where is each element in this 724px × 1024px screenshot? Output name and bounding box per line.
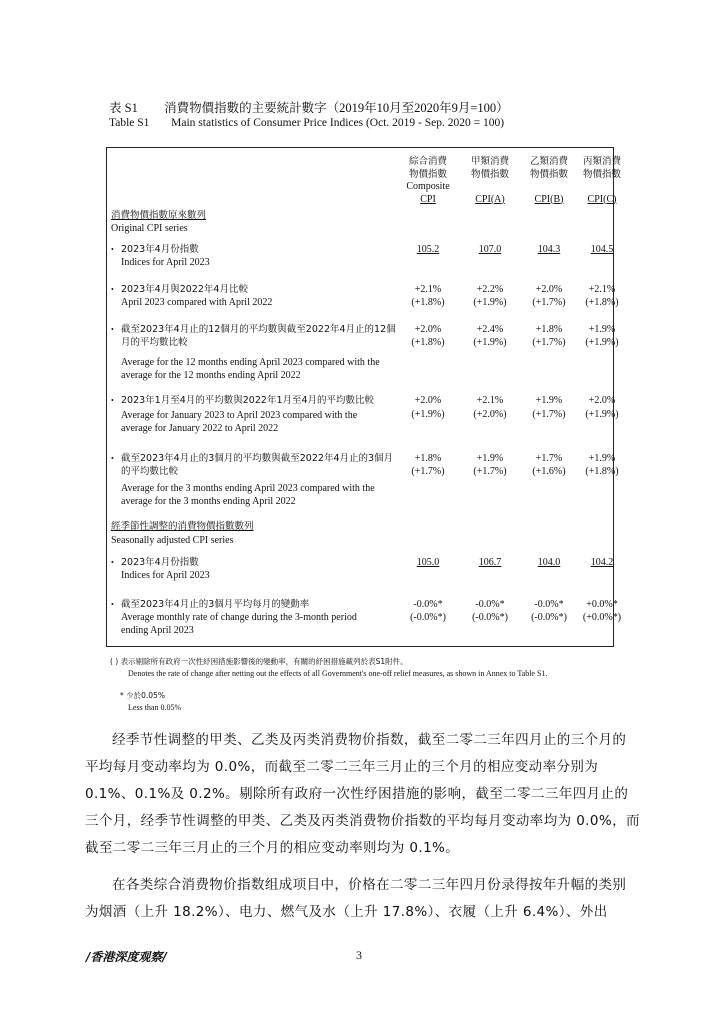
cell-value: +1.9% — [476, 453, 504, 464]
row-label-cn-cont: 月的平均數比較 — [121, 337, 188, 348]
paragraph: 在各类综合消费物价指数组成项目中，价格在二零二三年四月份录得按年升幅的类别为烟酒（上升 18.2%）、电力、燃气及水（上升 17.8%）、衣履（上升 6.4%）、外出 — [85, 877, 627, 920]
row-bullet: • — [111, 245, 114, 254]
cell-adjusted-value: (+1.7%) — [473, 466, 507, 477]
section-header-seasonal-cn: 經季節性調整的消費物價指數數列 — [111, 521, 254, 532]
column-header-composite: 綜合消費 物價指數 Composite CPI — [406, 156, 450, 205]
cell-value: +2.4% — [476, 324, 504, 335]
note-asterisk-en: Less than 0.05% — [128, 703, 182, 712]
row-label-en: April 2023 compared with April 2022 — [121, 297, 273, 308]
cell-value: +2.1% — [476, 395, 504, 406]
table-caption-cn — [109, 98, 509, 116]
table-title-en: Main statistics of Consumer Price Indices (Oct. 2019 - Sep. 2020 = 100) — [171, 117, 505, 129]
cell-adjusted-value: (+0.0%*) — [582, 612, 622, 623]
row-label-en-cont: average for the 12 months ending April 2022 — [121, 370, 301, 381]
row-label-en: Average for the 3 months ending April 2023 compared with the — [121, 483, 375, 494]
cell-value: +1.9% — [588, 324, 616, 335]
cell-value: +2.2% — [476, 284, 504, 295]
cell-value: +2.1% — [588, 284, 616, 295]
cell-adjusted-value: (+1.6%) — [532, 466, 566, 477]
row-label-en: Average for January 2023 to April 2023 compared with the — [121, 410, 358, 421]
cell-value: 106.7 — [478, 557, 502, 568]
cell-adjusted-value: (+1.7%) — [532, 337, 566, 348]
table-title-cn: 消費物價指數的主要統計數字（2019年10月至2020年9月=100） — [164, 101, 509, 115]
cell-adjusted-value: (+1.7%) — [411, 466, 445, 477]
note-parentheses-en: Denotes the rate of change after netting out the effects of all Government's one-off relief measures, as shown in Annex to Table S1. — [128, 669, 548, 678]
cell-adjusted-value: (+1.9%) — [473, 297, 507, 308]
row-label-cn: 截至2023年4月止的3個月平均每月的變動率 — [121, 599, 310, 610]
row-label-en: Indices for April 2023 — [121, 257, 210, 268]
cell-adjusted-value: (-0.0%*) — [410, 612, 446, 623]
statistics-table — [106, 147, 622, 647]
cell-adjusted-value: (+1.8%) — [585, 297, 619, 308]
cell-adjusted-value: (+1.9%) — [411, 409, 445, 420]
row-label-cn: 2023年4月與2022年4月比較 — [121, 284, 248, 295]
table-caption-en — [109, 117, 504, 129]
cell-value: +2.0% — [414, 395, 442, 406]
column-header-cpi-b: 乙類消費 物價指數 CPI(B) — [529, 156, 568, 205]
cell-adjusted-value: (-0.0%*) — [472, 612, 508, 623]
cell-value: +2.1% — [414, 284, 442, 295]
row-label-cn: 截至2023年4月止的3個月的平均數與截至2022年4月止的3個月 — [121, 453, 394, 464]
body-text — [85, 727, 640, 926]
cell-value: 105.2 — [416, 244, 440, 255]
cell-value: +1.9% — [588, 453, 616, 464]
cell-adjusted-value: (+1.9%) — [585, 409, 619, 420]
cell-value: +2.0% — [535, 284, 563, 295]
cell-value: +1.7% — [535, 453, 563, 464]
row-bullet: • — [111, 396, 114, 405]
row-bullet: • — [111, 558, 114, 567]
row-label-cn-cont: 的平均數比較 — [121, 466, 179, 477]
row-bullet: • — [111, 325, 114, 334]
table-label-en: Table S1 — [109, 117, 150, 129]
row-label-cn: 2023年4月份指數 — [121, 557, 199, 568]
cell-value: +2.0% — [414, 324, 442, 335]
row-label-en: Indices for April 2023 — [121, 570, 210, 581]
column-header-cpi-a: 甲類消費 物價指數 CPI(A) — [470, 156, 509, 205]
row-label-en: Average monthly rate of change during the 3-month period — [121, 612, 357, 623]
row-label-cn: 截至2023年4月止的12個月的平均數與截至2022年4月止的12個 — [121, 324, 396, 335]
cell-value: -0.0%* — [534, 599, 564, 610]
cell-adjusted-value: (+1.8%) — [411, 337, 445, 348]
paragraph: 经季节性调整的甲类、乙类及丙类消费物价指数，截至二零二三年四月止的三个月的平均每月变动率均为 0.0%，而截至二零二三年三月止的三个月的相应变动率分别为 0.1%、0.1%及 0.2%。剔除所有政府一次性纾困措施的影响，截至二零二三年四月止的三个月，经季节性调整的甲类、乙类及丙类消费物价指数的平均每月变动率均为 0.0%，而截至二零二三年三月止的三个月的相应变动率则均为 0.1%。 — [85, 732, 640, 856]
note-asterisk-cn: * 少於0.05% — [120, 691, 165, 700]
cell-adjusted-value: (+1.7%) — [532, 409, 566, 420]
cell-adjusted-value: (+2.0%) — [473, 409, 507, 420]
page-number: 3 — [356, 948, 362, 962]
cell-value: 105.0 — [416, 557, 440, 568]
cell-adjusted-value: (+1.9%) — [473, 337, 507, 348]
cell-value: +1.8% — [414, 453, 442, 464]
cell-adjusted-value: (+1.8%) — [411, 297, 445, 308]
cell-adjusted-value: (+1.8%) — [585, 466, 619, 477]
section-header-original-en: Original CPI series — [111, 223, 188, 234]
cell-value: 104.5 — [590, 244, 614, 255]
section-header-original-cn: 消費物價指數原來數列 — [111, 210, 207, 221]
cell-value: +1.9% — [535, 395, 563, 406]
row-label-en-cont: average for January 2022 to April 2022 — [121, 423, 279, 434]
row-label-en-cont: average for the 3 months ending April 2022 — [121, 496, 296, 507]
row-label-en-cont: ending April 2023 — [121, 625, 194, 636]
cell-value: +1.8% — [535, 324, 563, 335]
cell-adjusted-value: (+1.7%) — [532, 297, 566, 308]
cell-value: +0.0%* — [586, 599, 618, 610]
cell-value: 104.3 — [537, 244, 561, 255]
row-bullet: • — [111, 454, 114, 463]
cell-value: +2.0% — [588, 395, 616, 406]
row-label-en: Average for the 12 months ending April 2023 compared with the — [121, 357, 380, 368]
row-bullet: • — [111, 285, 114, 294]
footer-source: /香港深度观察/ — [86, 950, 167, 964]
cell-value: 107.0 — [478, 244, 502, 255]
cell-value: 104.0 — [537, 557, 561, 568]
table-label-cn: 表 S1 — [109, 101, 138, 115]
cell-adjusted-value: (+1.9%) — [585, 337, 619, 348]
cell-value: -0.0%* — [475, 599, 505, 610]
note-parentheses-cn: ( ) 表示剔除所有政府一次性紓困措施影響後的變動率，有關的紓困措施載列於表S1附件。 — [110, 657, 408, 666]
row-label-cn: 2023年4月份指數 — [121, 244, 199, 255]
row-label-cn: 2023年1月至4月的平均數與2022年1月至4月的平均數比較 — [121, 395, 375, 406]
row-bullet: • — [111, 600, 114, 609]
section-header-seasonal-en: Seasonally adjusted CPI series — [111, 535, 234, 546]
cell-adjusted-value: (-0.0%*) — [531, 612, 567, 623]
column-header-cpi-c: 丙類消費 物價指數 CPI(C) — [582, 156, 621, 205]
cell-value: 104.2 — [590, 557, 614, 568]
cell-value: -0.0%* — [413, 599, 443, 610]
